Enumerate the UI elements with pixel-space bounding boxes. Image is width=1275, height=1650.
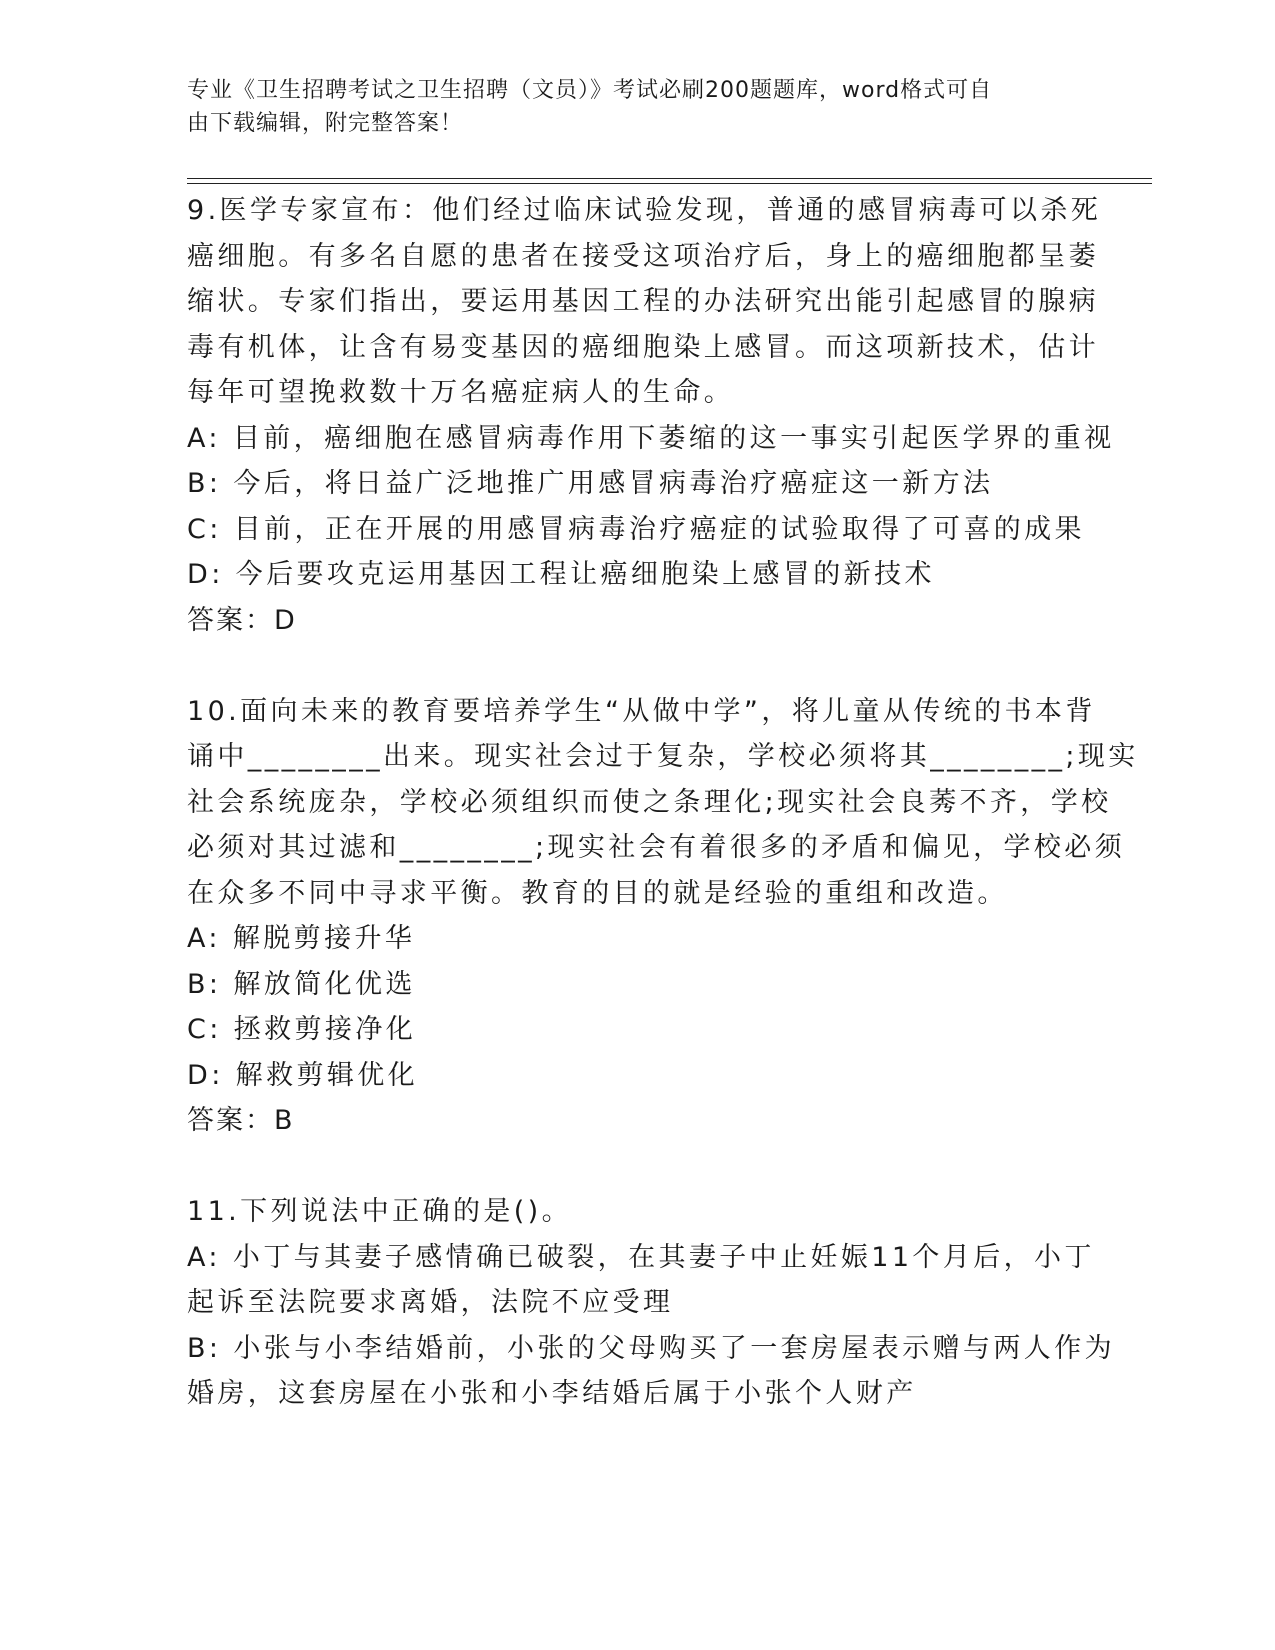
option-a: A: 目前，癌细胞在感冒病毒作用下萎缩的这一事实引起医学界的重视 bbox=[187, 422, 1115, 454]
question-text-line: 诵中________出来。现实社会过于复杂，学校必须将其________;现实 bbox=[187, 741, 1139, 772]
option-a: A: 解脱剪接升华 bbox=[187, 923, 416, 954]
question-10 bbox=[187, 689, 1139, 1144]
answer-label: 答案：B bbox=[187, 1105, 295, 1136]
question-text-line: 10.面向未来的教育要培养学生“从做中学”，将儿童从传统的书本背 bbox=[187, 695, 1096, 727]
question-text-line: 缩状。专家们指出，要运用基因工程的办法研究出能引起感冒的腺病 bbox=[187, 286, 1099, 317]
option-a: A: 小丁与其妻子感情确已破裂，在其妻子中止妊娠11个月后，小丁 bbox=[187, 1241, 1095, 1273]
question-text-line: 11.下列说法中正确的是()。 bbox=[187, 1196, 573, 1227]
question-spacer bbox=[187, 1144, 1077, 1190]
header-line-2: 由下载编辑，附完整答案！ bbox=[187, 111, 464, 136]
option-b: B: 小张与小李结婚前，小张的父母购买了一套房屋表示赠与两人作为 bbox=[187, 1332, 1116, 1364]
question-text-line: 9.医学专家宣布：他们经过临床试验发现，普通的感冒病毒可以杀死 bbox=[187, 195, 1102, 226]
header-rule-bottom bbox=[187, 183, 1152, 184]
header-line-1: 专业《卫生招聘考试之卫生招聘（文员）》考试必刷200题题库，word格式可自 bbox=[187, 78, 993, 103]
option-b: B: 今后，将日益广泛地推广用感冒病毒治疗癌症这一新方法 bbox=[187, 468, 994, 499]
header-rule-top bbox=[187, 178, 1152, 179]
question-spacer bbox=[187, 643, 1077, 689]
question-text-line: 毒有机体，让含有易变基因的癌细胞染上感冒。而这项新技术，估计 bbox=[187, 331, 1099, 363]
option-b-continued: 婚房，这套房屋在小张和小李结婚后属于小张个人财产 bbox=[187, 1378, 917, 1409]
question-text-line: 必须对其过滤和________;现实社会有着很多的矛盾和偏见，学校必须 bbox=[187, 832, 1126, 863]
document-body bbox=[187, 188, 1139, 1417]
option-d: D: 解救剪辑优化 bbox=[187, 1059, 419, 1091]
question-11 bbox=[187, 1189, 1116, 1417]
option-c: C: 目前，正在开展的用感冒病毒治疗癌症的试验取得了可喜的成果 bbox=[187, 513, 1085, 545]
option-a-continued: 起诉至法院要求离婚，法院不应受理 bbox=[187, 1287, 674, 1318]
question-text-line: 在众多不同中寻求平衡。教育的目的就是经验的重组和改造。 bbox=[187, 877, 1008, 909]
question-9 bbox=[187, 188, 1115, 643]
question-text-line: 每年可望挽救数十万名癌症病人的生命。 bbox=[187, 377, 735, 408]
question-text-line: 癌细胞。有多名自愿的患者在接受这项治疗后，身上的癌细胞都呈萎 bbox=[187, 240, 1099, 272]
document-header bbox=[187, 74, 1067, 140]
option-b: B: 解放简化优选 bbox=[187, 968, 416, 1000]
option-d: D: 今后要攻克运用基因工程让癌细胞染上感冒的新技术 bbox=[187, 559, 935, 590]
option-c: C: 拯救剪接净化 bbox=[187, 1014, 417, 1045]
question-text-line: 社会系统庞杂，学校必须组织而使之条理化;现实社会良莠不齐，学校 bbox=[187, 786, 1112, 818]
answer-label: 答案：D bbox=[187, 604, 297, 636]
